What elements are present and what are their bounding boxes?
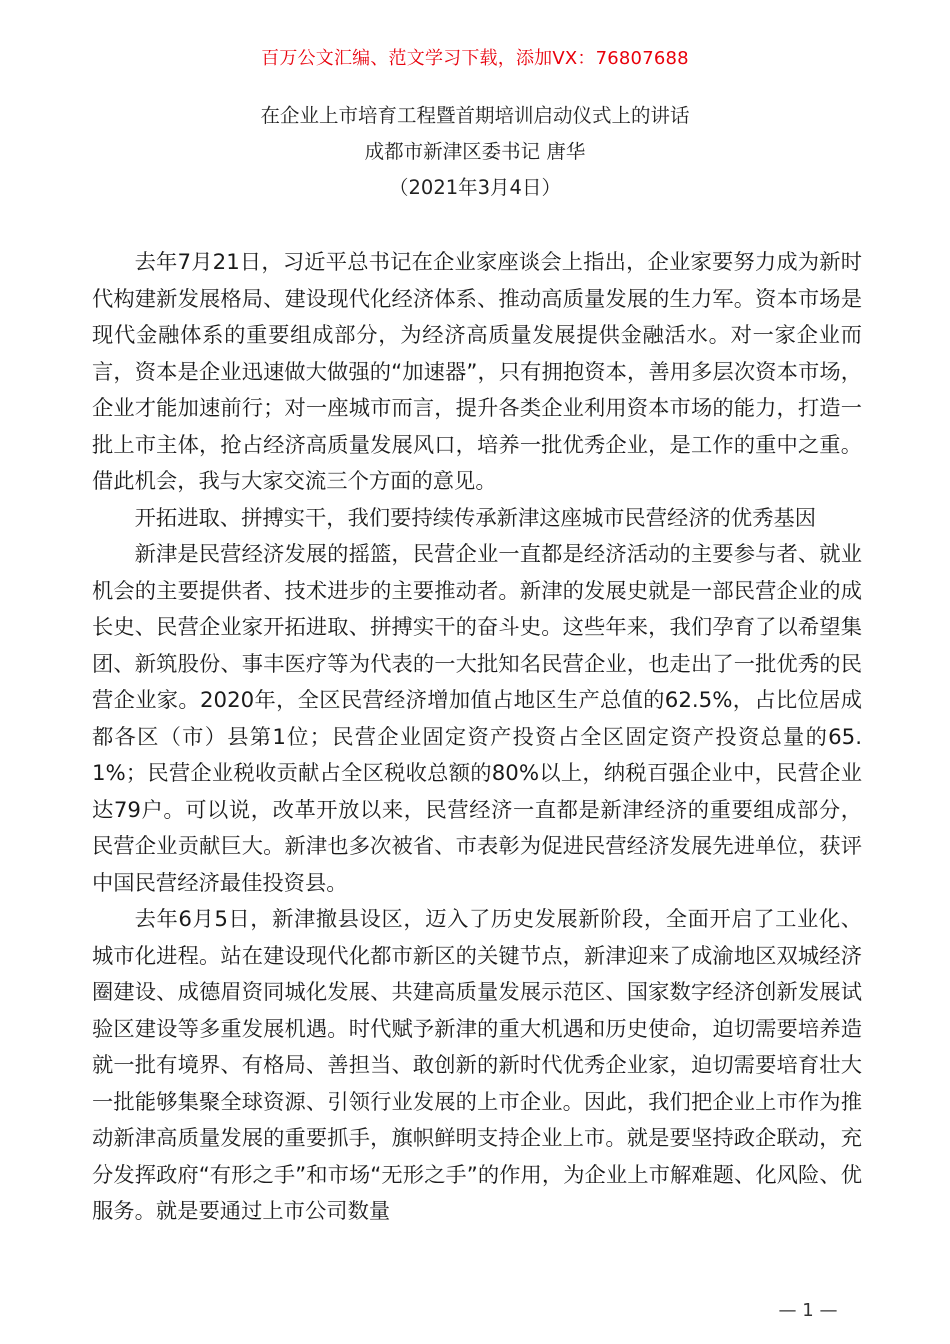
speech-author: 成都市新津区委书记 唐华 [364, 140, 586, 163]
section-heading-1: 开拓进取、拼搏实干，我们要持续传承新津这座城市民营经济的优秀基因 [134, 505, 817, 531]
title-block [0, 98, 950, 206]
paragraph-3: 去年6月5日，新津撤县设区，迈入了历史发展新阶段，全面开启了工业化、城市化进程。站在建设现代化都市新区的关键节点，新津迎来了成渝地区双城经济圈建设、成德眉资同城化发展、共建高质量发展示范区、国家数字经济创新发展试验区建设等多重发展机遇。时代赋予新津的重大机遇和历史使命，迫切需要培养造就一批有境界、有格局、善担当、敢创新的新时代优秀企业家，迫切需要培育壮大一批能够集聚全球资源、引领行业发展的上市企业。因此，我们把企业上市作为推动新津高质量发展的重要抓手，旗帜鲜明支持企业上市。就是要坚持政企联动，充分发挥政府“有形之手”和市场“无形之手”的作用，为企业上市解难题、化风险、优服务。就是要通过上市公司数量 [92, 907, 862, 1224]
paragraph-2: 新津是民营经济发展的摇篮，民营企业一直都是经济活动的主要参与者、就业机会的主要提供者、技术进步的主要推动者。新津的发展史就是一部民营企业的成长史、民营企业家开拓进取、拼搏实干的奋斗史。这些年来，我们孕育了以希望集团、新筑股份、事丰医疗等为代表的一大批知名民营企业，也走出了一批优秀的民营企业家。2020年，全区民营经济增加值占地区生产总值的62.5%，占比位居成都各区（市）县第1位；民营企业固定资产投资占全区固定资产投资总量的65.1%；民营企业税收贡献占全区税收总额的80%以上，纳税百强企业中，民营企业达79户。可以说，改革开放以来，民营经济一直都是新津经济的重要组成部分，民营企业贡献巨大。新津也多次被省、市表彰为促进民营经济发展先进单位，获评中国民营经济最佳投资县。 [92, 542, 862, 896]
document-body [92, 245, 862, 1231]
watermark-banner: 百万公文汇编、范文学习下载，添加VX：76807688 [261, 48, 689, 69]
page-number: — 1 — [778, 1300, 838, 1321]
speech-title: 在企业上市培育工程暨首期培训启动仪式上的讲话 [260, 104, 690, 127]
speech-date: （2021年3月4日） [389, 176, 561, 199]
paragraph-1: 去年7月21日，习近平总书记在企业家座谈会上指出，企业家要努力成为新时代构建新发展格局、建设现代化经济体系、推动高质量发展的生力军。资本市场是现代金融体系的重要组成部分，为经济高质量发展提供金融活水。对一家企业而言，资本是企业迅速做大做强的“加速器”，只有拥抱资本，善用多层次资本市场，企业才能加速前行；对一座城市而言，提升各类企业利用资本市场的能力，打造一批上市主体，抢占经济高质量发展风口，培养一批优秀企业，是工作的重中之重。借此机会，我与大家交流三个方面的意见。 [92, 250, 862, 494]
